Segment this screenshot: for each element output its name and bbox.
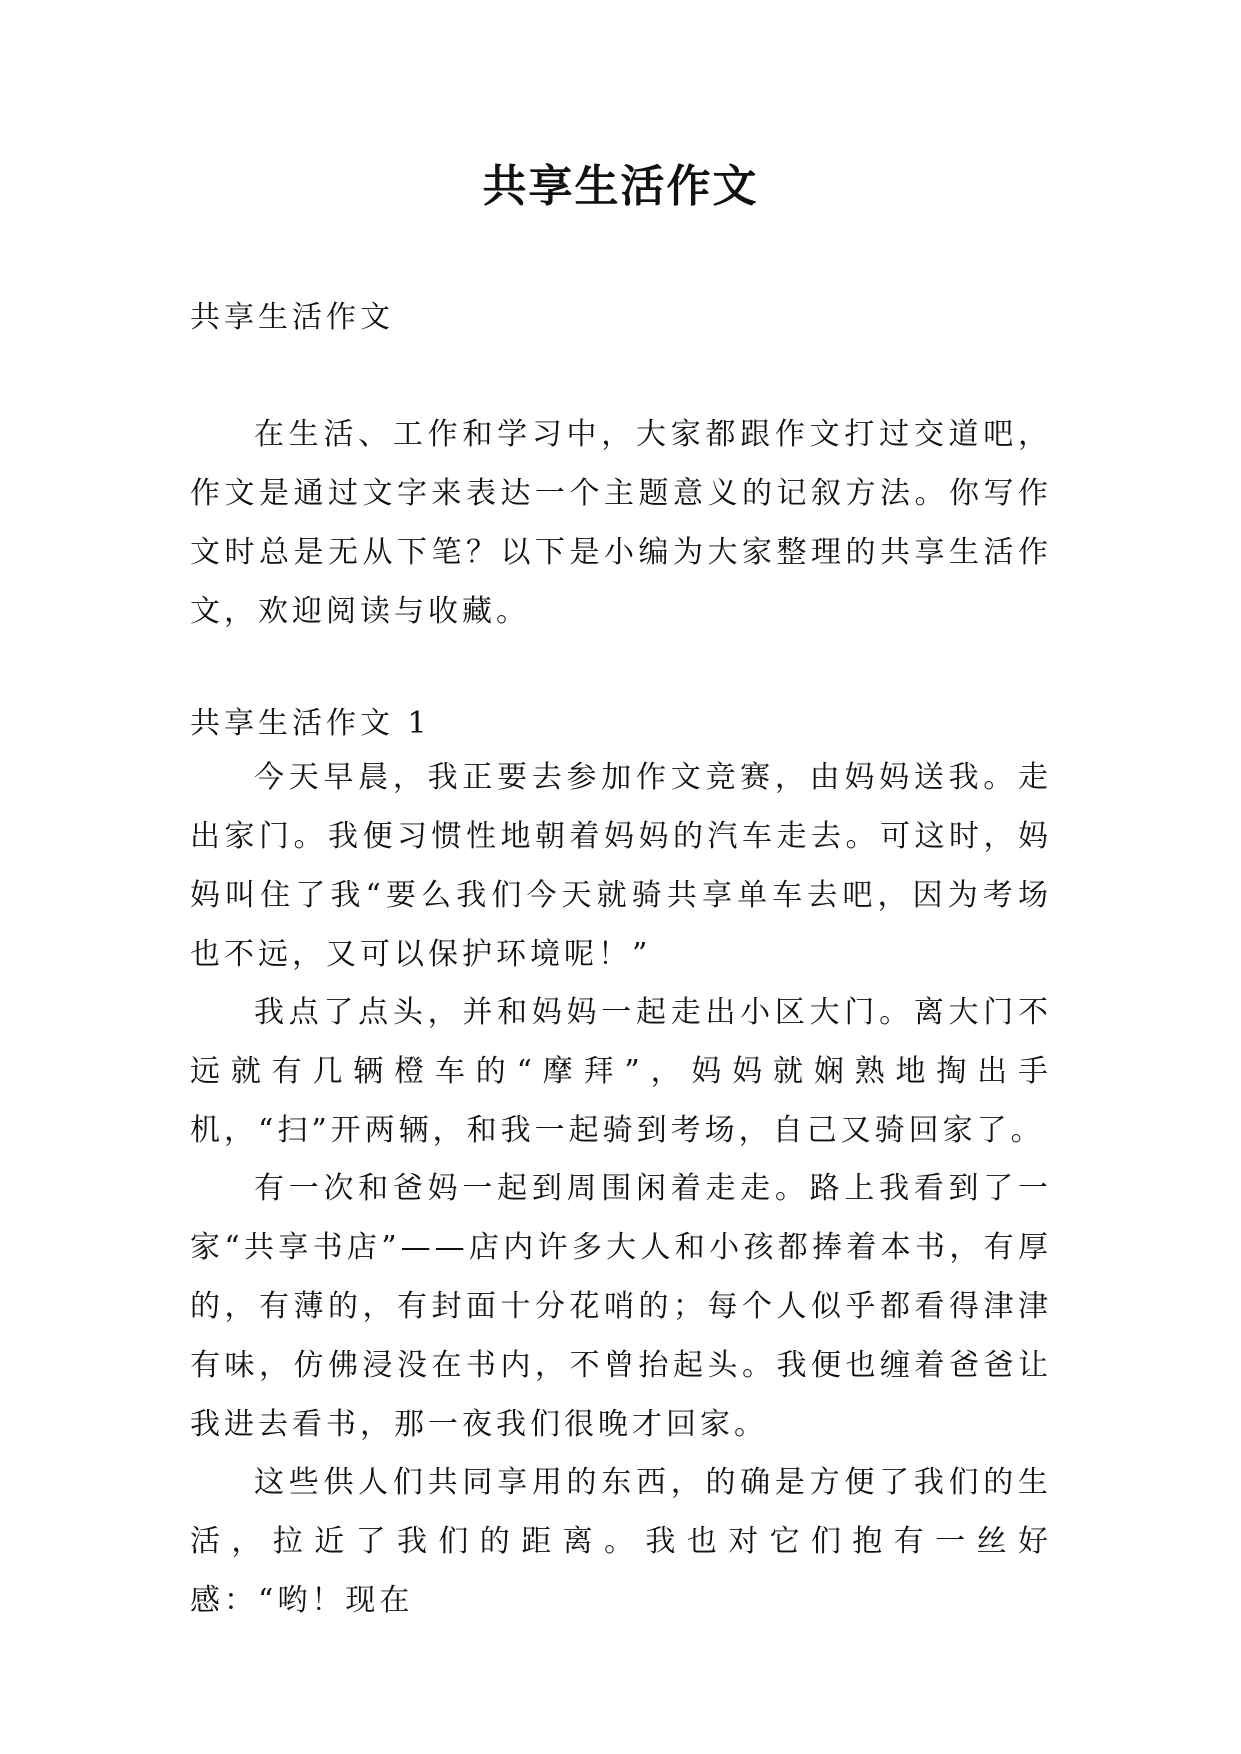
body-paragraph: 有一次和爸妈一起到周围闲着走走。路上我看到了一家“共享书店”——店内许多大人和小孩都捧着本书，有厚的，有薄的，有封面十分花哨的；每个人似乎都看得津津有味，仿佛浸没在书内，不曾抬起头。我便也缠着爸爸让我进去看书，那一夜我们很晚才回家。 <box>190 1171 1052 1442</box>
intro-paragraph: 在生活、工作和学习中，大家都跟作文打过交道吧，作文是通过文字来表达一个主题意义的记叙方法。你写作文时总是无从下笔？以下是小编为大家整理的共享生活作文，欢迎阅读与收藏。 <box>190 417 1052 629</box>
body-paragraph: 今天早晨，我正要去参加作文竞赛，由妈妈送我。走出家门。我便习惯性地朝着妈妈的汽车走去。可这时，妈妈叫住了我“要么我们今天就骑共享单车去吧，因为考场也不远，又可以保护环境呢！” <box>190 760 1052 972</box>
document-title: 共享生活作文 <box>482 161 759 212</box>
section-heading: 共享生活作文 1 <box>190 706 431 741</box>
body-paragraph: 这些供人们共同享用的东西，的确是方便了我们的生活，拉近了我们的距离。我也对它们抱有一丝好感：“哟！现在 <box>190 1465 1052 1618</box>
document-subtitle: 共享生活作文 <box>190 300 394 335</box>
body-paragraph: 我点了点头，并和妈妈一起走出小区大门。离大门不远就有几辆橙车的“摩拜”，妈妈就娴熟地掏出手机，“扫”开两辆，和我一起骑到考场，自己又骑回家了。 <box>190 995 1052 1148</box>
